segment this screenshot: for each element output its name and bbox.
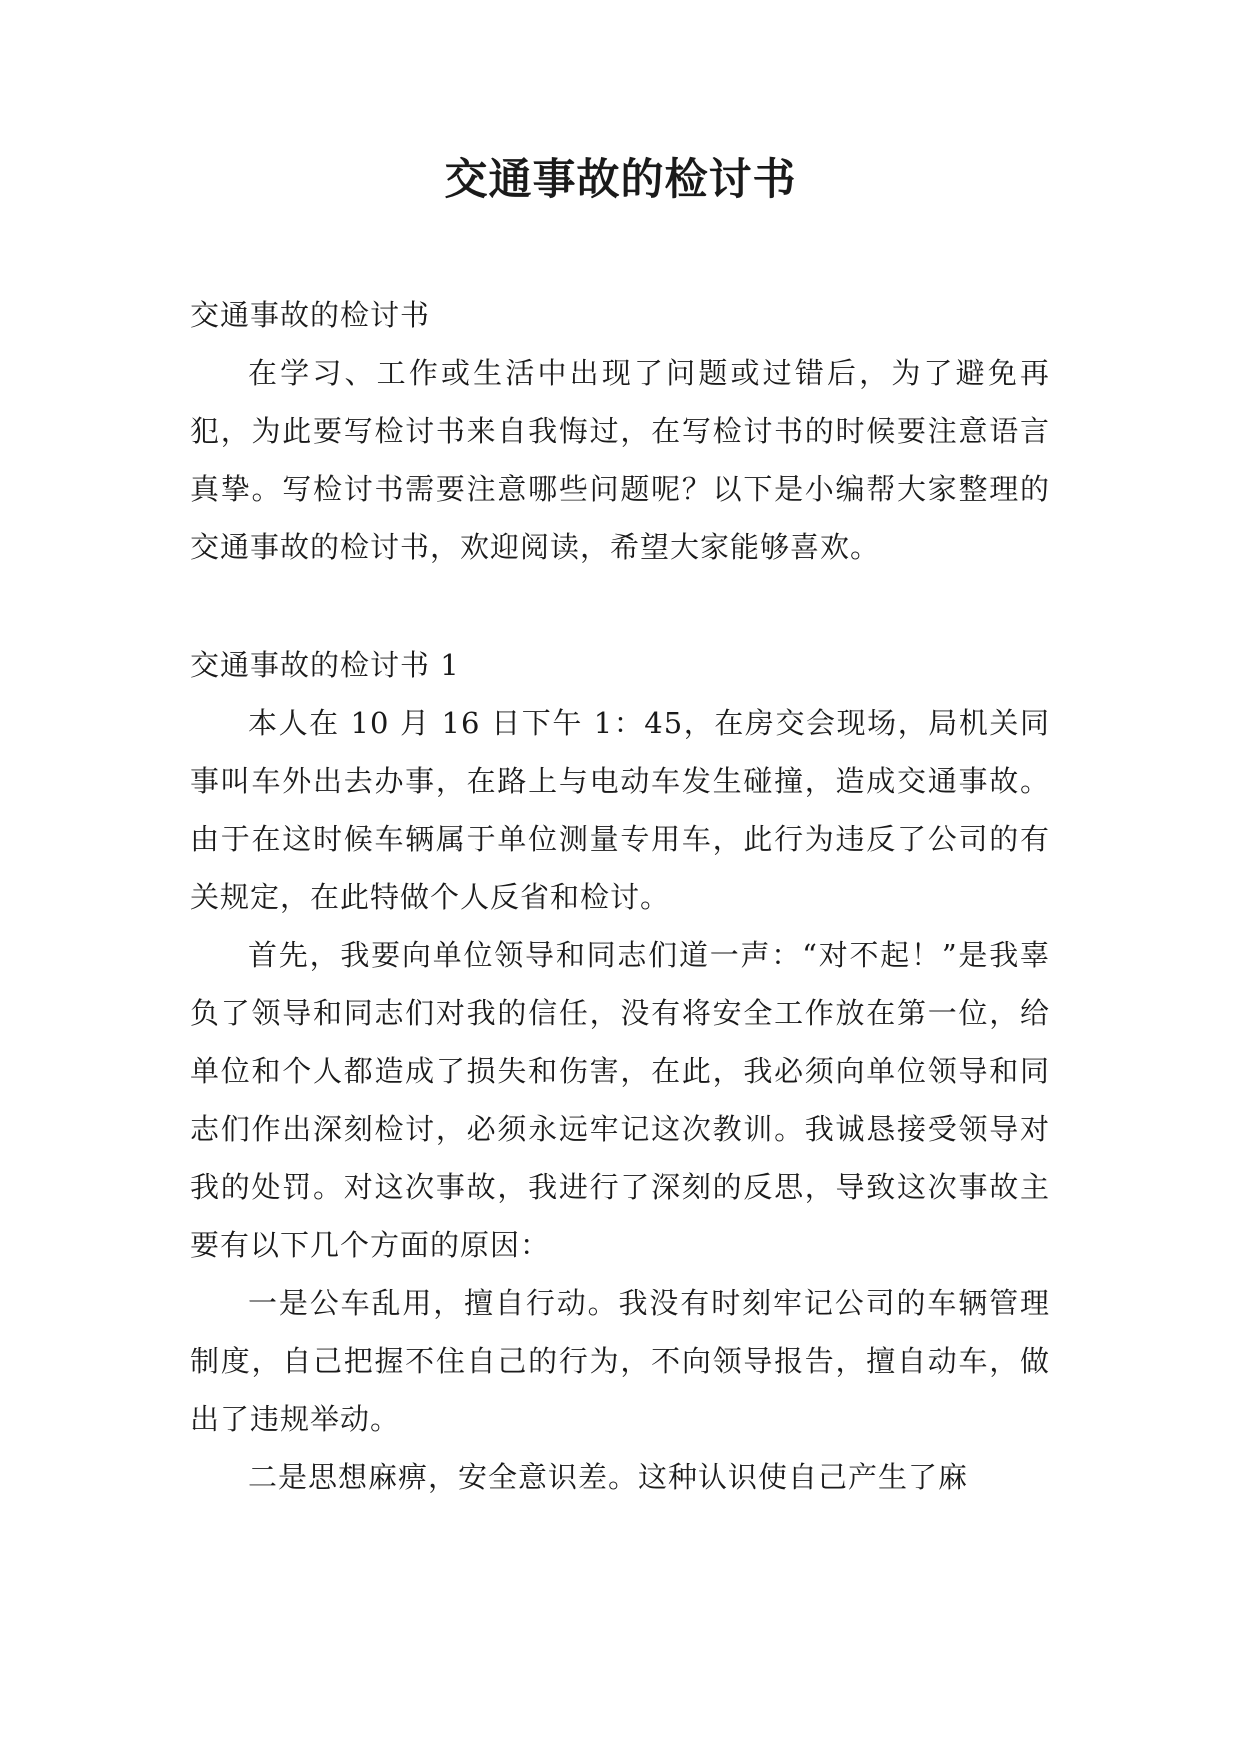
document-body — [190, 286, 1050, 1506]
document-subtitle: 交通事故的检讨书 — [190, 298, 431, 332]
intro-paragraph: 在学习、工作或生活中出现了问题或过错后，为了避免再犯，为此要写检讨书来自我悔过，在写检讨书的时候要注意语言真挚。写检讨书需要注意哪些问题呢？以下是小编帮大家整理的交通事故的检讨书，欢迎阅读，希望大家能够喜欢。 — [190, 356, 1050, 564]
section-heading: 交通事故的检讨书 1 — [190, 648, 460, 682]
body-paragraph: 本人在 10 月 16 日下午 1：45，在房交会现场，局机关同事叫车外出去办事，在路上与电动车发生碰撞，造成交通事故。由于在这时候车辆属于单位测量专用车，此行为违反了公司的有关规定，在此特做个人反省和检讨。 — [190, 706, 1050, 914]
section-spacer — [190, 576, 1050, 636]
body-paragraph: 首先，我要向单位领导和同志们道一声：“对不起！”是我辜负了领导和同志们对我的信任，没有将安全工作放在第一位，给单位和个人都造成了损失和伤害，在此，我必须向单位领导和同志们作出深刻检讨，必须永远牢记这次教训。我诚恳接受领导对我的处罚。对这次事故，我进行了深刻的反思，导致这次事故主要有以下几个方面的原因： — [190, 938, 1050, 1262]
body-paragraph: 二是思想麻痹，安全意识差。这种认识使自己产生了麻 — [248, 1460, 969, 1494]
body-paragraph: 一是公车乱用，擅自行动。我没有时刻牢记公司的车辆管理制度，自己把握不住自己的行为，不向领导报告，擅自动车，做出了违规举动。 — [190, 1286, 1050, 1436]
document-title: 交通事故的检讨书 — [444, 155, 797, 205]
